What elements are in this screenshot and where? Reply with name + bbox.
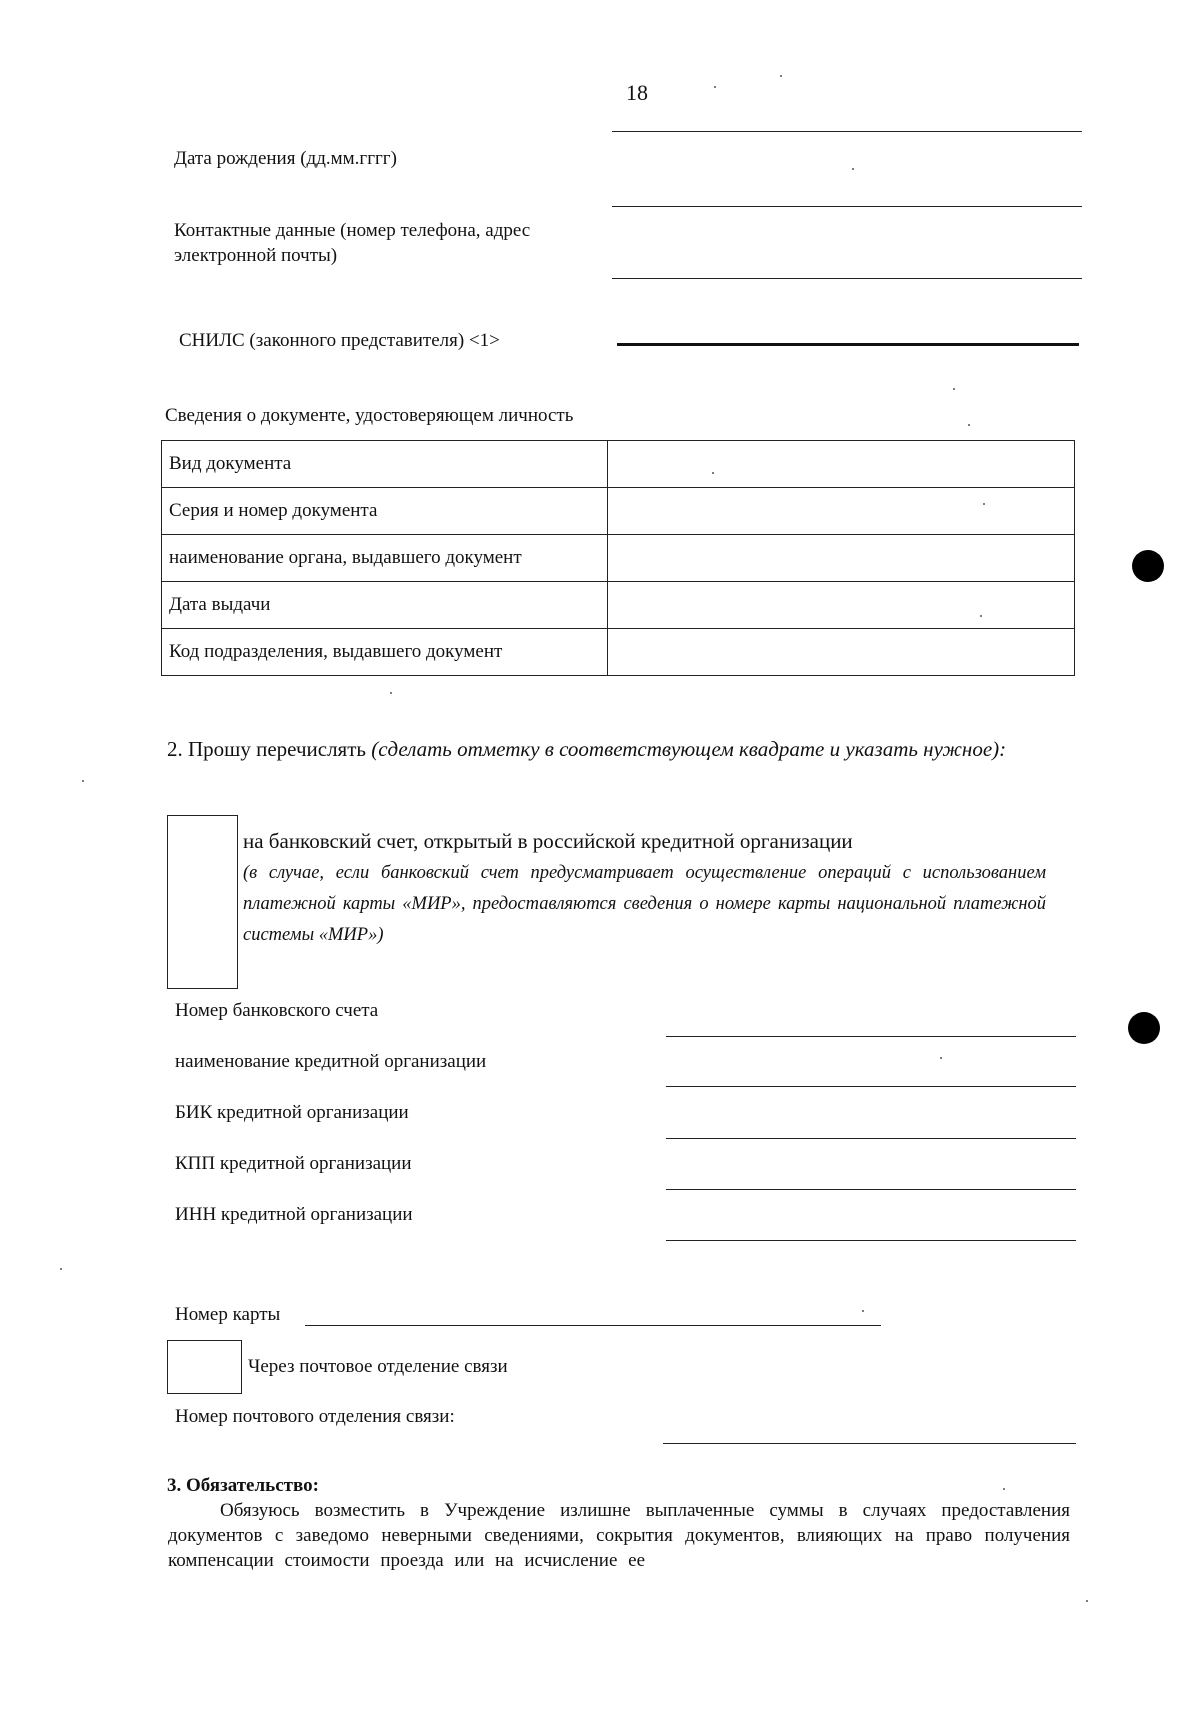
section2-heading-plain: 2. Прошу перечислять [167, 737, 372, 761]
doc-type-field[interactable] [608, 441, 1075, 488]
scan-speck [780, 75, 782, 77]
scan-speck [60, 1268, 62, 1270]
scan-speck [852, 168, 854, 170]
identity-doc-table [161, 440, 1075, 676]
doc-issue-date-label: Дата выдачи [162, 582, 608, 629]
contacts-label-line2: электронной почты) [174, 245, 338, 266]
identity-doc-heading: Сведения о документе, удостоверяющем личность [165, 405, 574, 426]
inn-field[interactable] [666, 1240, 1076, 1241]
table-row [162, 582, 1075, 629]
table-row [162, 535, 1075, 582]
scan-speck [862, 1310, 864, 1312]
doc-issuer-label: наименование органа, выдавшего документ [162, 535, 608, 582]
scan-speck [940, 1057, 942, 1059]
post-office-checkbox[interactable] [167, 1340, 242, 1394]
scan-speck [953, 388, 955, 390]
scan-speck [390, 692, 392, 694]
card-number-label: Номер карты [175, 1304, 281, 1325]
obligation-text: Обязуюсь возместить в Учреждение излишне выплаченные суммы в случаях предоставления документов с заведомо неверными сведениями, сокрытия документов, влияющих на право получения компенсации стоимости проезда или на исчисление ее [168, 1500, 1070, 1571]
snils-field[interactable] [617, 343, 1079, 346]
inn-label: ИНН кредитной организации [175, 1204, 413, 1225]
credit-org-name-field[interactable] [666, 1086, 1076, 1087]
bik-label: БИК кредитной организации [175, 1102, 409, 1123]
obligation-heading: 3. Обязательство: [167, 1475, 319, 1496]
scan-speck [1003, 1488, 1005, 1490]
doc-division-code-field[interactable] [608, 629, 1075, 676]
scan-speck [1086, 1600, 1088, 1602]
kpp-field[interactable] [666, 1189, 1076, 1190]
doc-issuer-field[interactable] [608, 535, 1075, 582]
scan-speck [968, 424, 970, 426]
punch-mark [1132, 550, 1164, 582]
kpp-label: КПП кредитной организации [175, 1153, 412, 1174]
credit-org-name-label: наименование кредитной организации [175, 1051, 487, 1072]
contacts-label-line1: Контактные данные (номер телефона, адрес [174, 220, 531, 241]
contacts-field[interactable] [612, 278, 1082, 279]
bank-account-number-field[interactable] [666, 1036, 1076, 1037]
section2-heading-italic: (сделать отметку в соответствующем квадрате и указать нужное): [371, 737, 1007, 761]
table-row [162, 441, 1075, 488]
scan-speck [714, 86, 716, 88]
doc-issue-date-field[interactable] [608, 582, 1075, 629]
section2-heading [167, 735, 1047, 764]
bank-option-title: на банковский счет, открытый в российской кредитной организации [243, 829, 853, 853]
punch-mark [1128, 1012, 1160, 1044]
scan-speck [82, 780, 84, 782]
table-row [162, 488, 1075, 535]
birth-date-label: Дата рождения (дд.мм.гггг) [174, 148, 397, 169]
bank-account-number-label: Номер банковского счета [175, 1000, 379, 1021]
page-number: 18 [626, 80, 648, 105]
doc-series-number-label: Серия и номер документа [162, 488, 608, 535]
bik-field[interactable] [666, 1138, 1076, 1139]
post-office-number-label: Номер почтового отделения связи: [175, 1406, 455, 1427]
post-office-number-field[interactable] [663, 1443, 1076, 1444]
fill-line-top [612, 131, 1082, 132]
doc-type-label: Вид документа [162, 441, 608, 488]
post-office-option-label: Через почтовое отделение связи [248, 1356, 508, 1377]
bank-account-checkbox[interactable] [167, 815, 238, 989]
scan-speck [712, 472, 714, 474]
card-number-field[interactable] [305, 1325, 881, 1326]
doc-division-code-label: Код подразделения, выдавшего документ [162, 629, 608, 676]
bank-option-note: (в случае, если банковский счет предусматривает осуществление операций с использованием платежной карты «МИР», предоставляются сведения о номере карты национальной платежной системы «МИР») [243, 863, 1046, 945]
snils-label: СНИЛС (законного представителя) <1> [179, 330, 500, 351]
scan-speck [980, 615, 982, 617]
birth-date-field[interactable] [612, 206, 1082, 207]
doc-series-number-field[interactable] [608, 488, 1075, 535]
scan-speck [983, 503, 985, 505]
table-row [162, 629, 1075, 676]
